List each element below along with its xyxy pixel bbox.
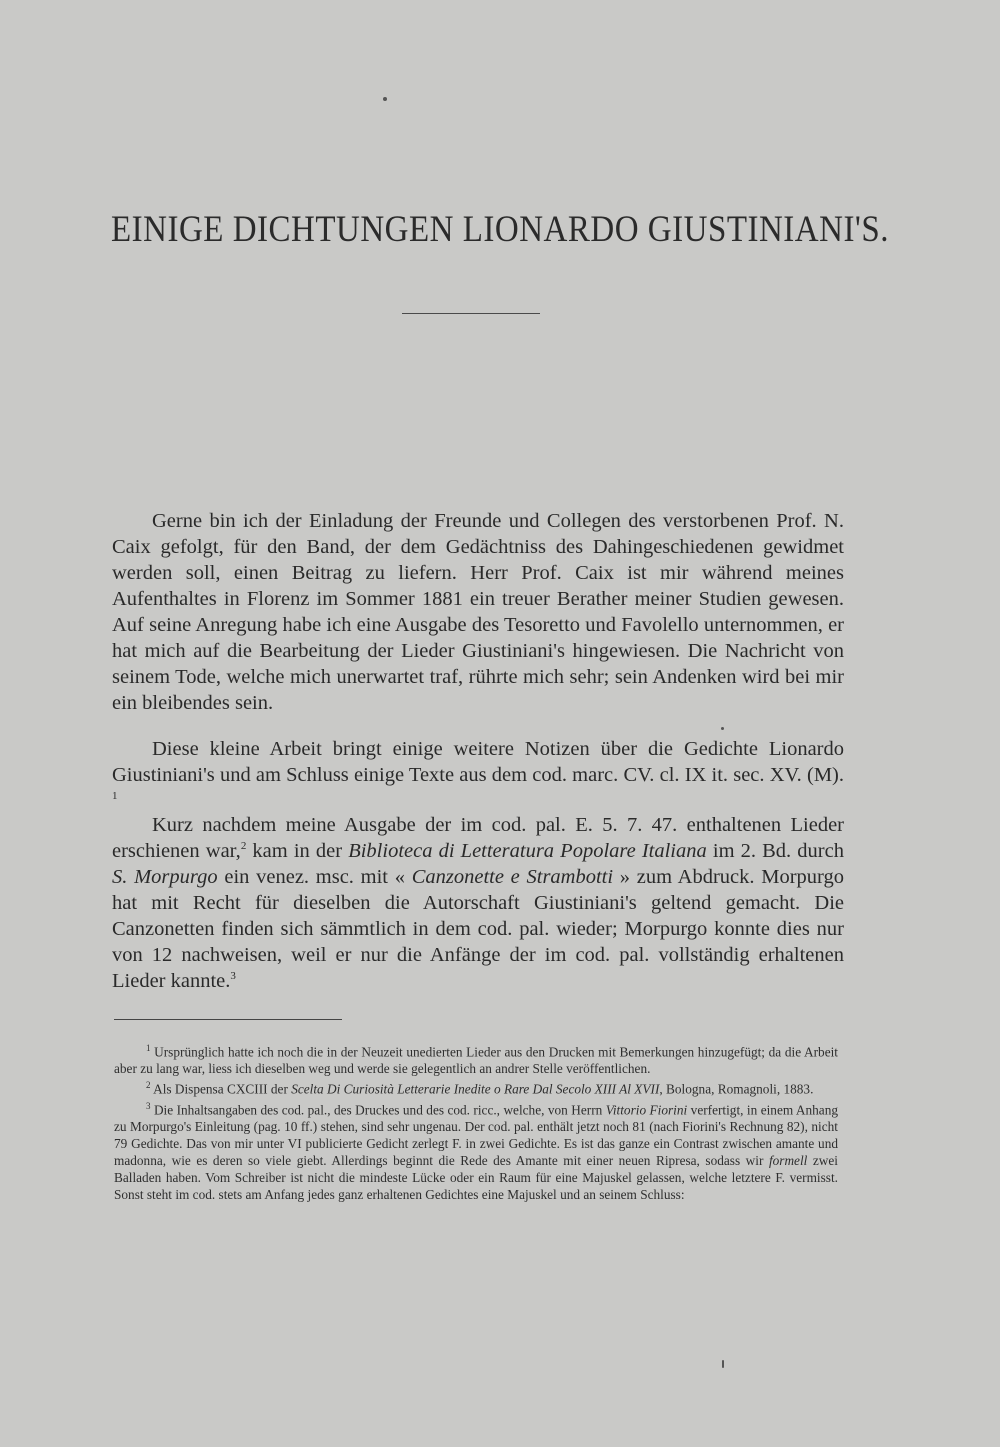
footnote-ref-1: 1	[112, 790, 118, 803]
work-title-canzonette: Canzonette e Strambotti	[411, 866, 614, 888]
paragraph-3-part-d: ein venez. msc. mit «	[217, 866, 412, 888]
paragraph-2-body: Diese kleine Arbeit bringt einige weitere Notizen über die Gedichte Lionardo Giustiniani's und am Schluss einige Texte aus dem cod. marc. CV. cl. IX it. sec. XV. (M).	[112, 738, 844, 786]
footnote-1-text: Ursprünglich hatte ich noch die in der Neuzeit unedierten Lieder aus den Drucken mit Bemerkungen hinzugefügt; da die Arbeit aber zu lang war, liess ich dieselben weg und werde sie gelegentlich an andrer Stelle veröffentlichen.	[114, 1044, 838, 1077]
footnote-3-part-a: Die Inhaltsangaben des cod. pal., des Druckes und des cod. ricc., welche, von Herrn	[153, 1102, 606, 1118]
footnote-2-part-b: , Bologna, Romagnoli, 1883.	[659, 1081, 814, 1097]
paragraph-3-part-a: Kurz nachdem meine Ausgabe der im cod. pal. E. 5. 7. 47. enthaltenen Lieder erschienen war,	[112, 814, 844, 862]
ink-speck	[722, 1360, 724, 1368]
page-title: EINIGE DICHTUNGEN LIONARDO GIUSTINIANI'S.	[110, 209, 889, 251]
title-rule	[402, 313, 540, 314]
paragraph-2-text	[112, 736, 844, 814]
paragraph-3-part-b: kam in der	[246, 840, 349, 862]
paragraph-1	[112, 508, 844, 716]
footnote-2-mark: 2	[146, 1080, 151, 1091]
footnote-3	[114, 1098, 838, 1203]
paragraph-3-part-c: im 2. Bd. durch	[706, 840, 844, 862]
author-morpurgo: S. Morpurgo	[112, 866, 218, 888]
paragraph-3	[112, 812, 844, 994]
name-vittorio-fiorini: Vittorio Fiorini	[605, 1102, 688, 1118]
ink-speck	[383, 97, 387, 101]
paragraph-3-part-e: » zum Abdruck. Morpurgo hat mit Recht für dieselben die Autorschaft Giustiniani's geltend gemacht. Die Canzonetten finden sich sämmtlich in dem cod. pal. wieder; Morpurgo konnte dies nur von 12 nachweisen, weil er nur die Anfänge der im cod. pal. vollständig erhaltenen Lieder kannte.	[112, 866, 845, 992]
footnote-3-part-c: zwei Balladen haben. Vom Schreiber ist nicht die mindeste Lücke oder ein Raum für eine Majuskel gelassen, welche letztere F. vermisst. Sonst steht im cod. stets am Anfang jedes ganz erhaltenen Gedichtes eine Majuskel und an seinem Schluss:	[114, 1153, 838, 1203]
series-title-scelta: Scelta Di Curiosità Letterarie Inedite o Rare Dal Secolo XIII Al XVII	[291, 1081, 660, 1097]
paragraph-1-text: Gerne bin ich der Einladung der Freunde und Collegen des verstorbenen Prof. N. Caix gefolgt, für den Band, der dem Gedächtniss des Dahingeschiedenen gewidmet werden soll, einen Beitrag zu liefern. Herr Prof. Caix ist mir während meines Aufenthaltes in Florenz im Sommer 1881 ein treuer Berather meiner Studien gewesen. Auf seine Anregung habe ich eine Ausgabe des Tesoretto und Favolello unternommen, er hat mich auf die Bearbeitung der Lieder Giustiniani's hingewiesen. Die Nachricht von seinem Tode, welche mich unerwartet traf, rührte mich sehr; sein Andenken wird bei mir ein bleibendes sein.	[112, 510, 844, 714]
paragraph-3-text	[112, 812, 844, 994]
footnote-ref-2: 2	[240, 840, 247, 853]
footnote-3-mark: 3	[146, 1100, 151, 1111]
book-title-biblioteca: Biblioteca di Letteratura Popolare Italiana	[348, 840, 707, 862]
footnote-1	[114, 1040, 838, 1077]
footnote-rule	[114, 1019, 342, 1020]
footnote-2-part-a: Als Dispensa CXCIII der	[153, 1081, 292, 1097]
paragraph-2	[112, 736, 844, 814]
footnote-2	[114, 1077, 838, 1097]
footnote-1-mark: 1	[146, 1043, 151, 1053]
word-formell: formell	[768, 1153, 808, 1169]
footnote-ref-3: 3	[230, 970, 236, 983]
footnote-3-part-b: verfertigt, in einem Anhang zu Morpurgo's Einleitung (pag. 10 ff.) stehen, sind sehr ungenau. Der cod. pal. enthält jetzt noch 81 (nach Fiorini's Rechnung 82), nicht 79 Gedichte. Das von mir unter VI publicierte Gedicht zerlegt F. in zwei Gedichte. Es ist das ganze ein Contrast zwischen amante und madonna, wie es deren so viele giebt. Allerdings beginnt die Rede des Amante mit einer neuen Ripresa, sodass wir	[114, 1102, 838, 1169]
ink-speck	[721, 727, 724, 730]
footnotes	[114, 1040, 838, 1203]
